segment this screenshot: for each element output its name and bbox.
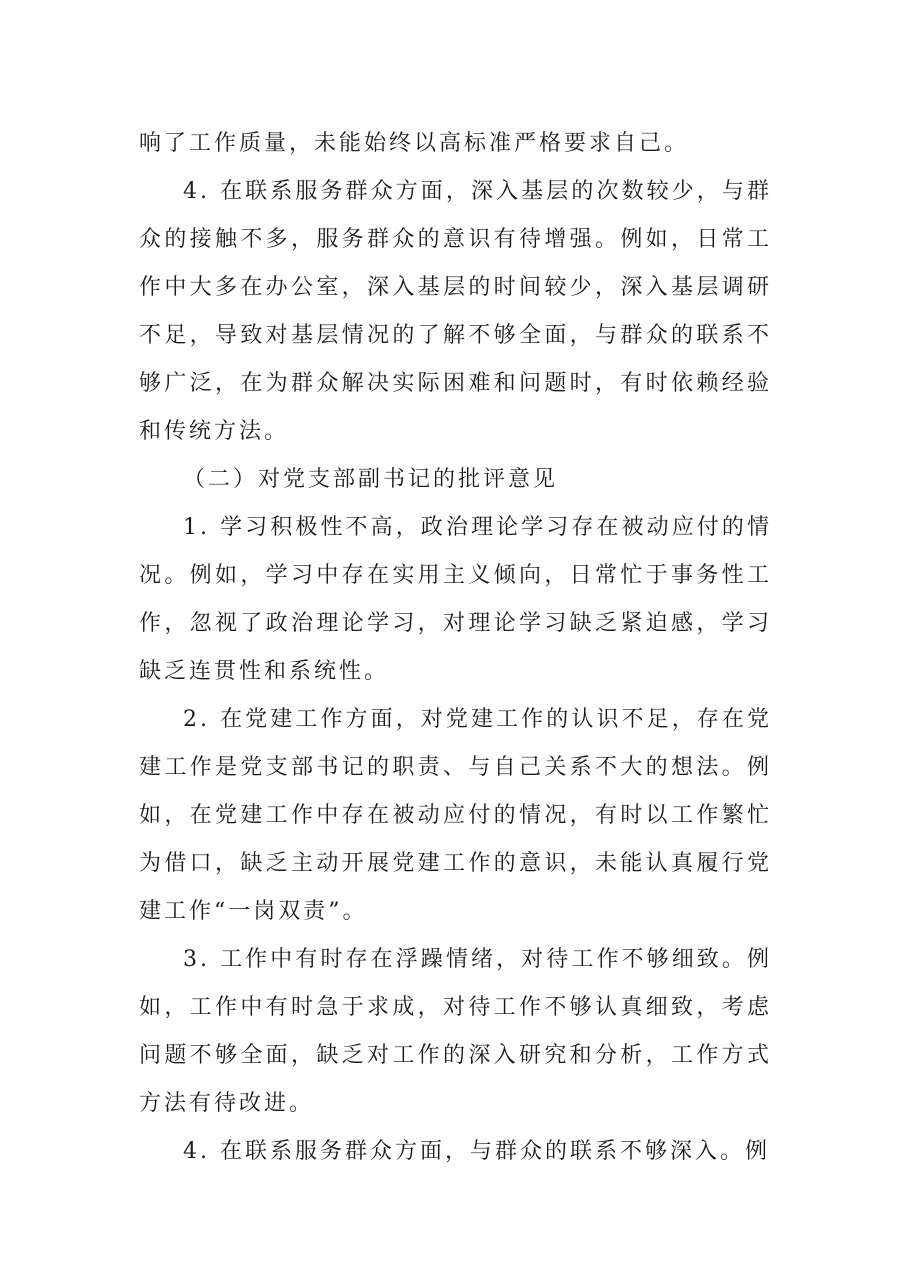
paragraph-item-1-study: 1. 学习积极性不高，政治理论学习存在被动应付的情况。例如，学习中存在实用主义倾向，日常忙于事务性工作，忽视了政治理论学习，对理论学习缺乏紧迫感，学习缺乏连贯性和系统性。 [139,515,772,684]
paragraph-item-4-service: 4. 在联系服务群众方面，深入基层的次数较少，与群众的接触不多，服务群众的意识有待增强。例如，日常工作中大多在办公室，深入基层的时间较少，深入基层调研不足，导致对基层情况的了解不够全面，与群众的联系不够广泛，在为群众解决实际困难和问题时，有时依赖经验和传统方法。 [139,179,772,444]
section-heading-deputy-secretary: （二）对党支部副书记的批评意见 [183,467,559,492]
paragraph-continuation: 响了工作质量，未能始终以高标准严格要求自己。 [139,131,690,156]
document-body [139,120,772,1176]
paragraph-item-4-masses: 4. 在联系服务群众方面，与群众的联系不够深入。例 [183,1139,770,1164]
paragraph-item-3-work-attitude: 3. 工作中有时存在浮躁情绪，对待工作不够细致。例如，工作中有时急于求成，对待工作不够认真细致，考虑问题不够全面，缺乏对工作的深入研究和分析，工作方式方法有待改进。 [139,947,772,1116]
paragraph-item-2-party-building: 2. 在党建工作方面，对党建工作的认识不足，存在党建工作是党支部书记的职责、与自己关系不大的想法。例如，在党建工作中存在被动应付的情况，有时以工作繁忙为借口，缺乏主动开展党建工作的意识，未能认真履行党建工作“一岗双责”。 [139,707,772,924]
